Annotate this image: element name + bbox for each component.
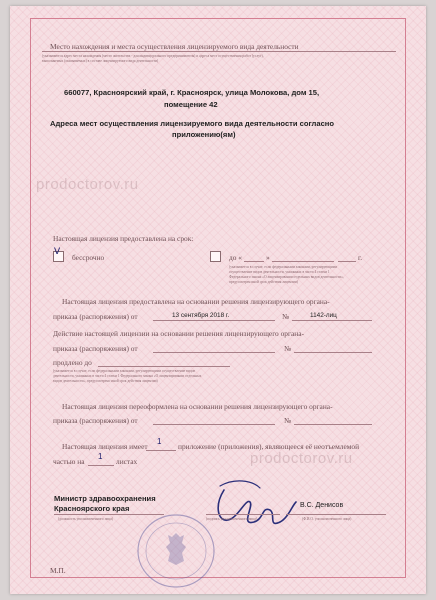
official-stamp xyxy=(132,511,220,591)
extension-number-line xyxy=(294,352,372,353)
extension-date-line xyxy=(153,352,275,353)
grant-line-2: приказа (распоряжения) от xyxy=(53,312,138,321)
grant-date: 13 сентября 2018 г. xyxy=(172,312,230,319)
signatory-position-1: Министр здравоохранения xyxy=(54,494,156,503)
header-note-1: (указываются адрес места нахождения (место жительства - для индивидуального предпринимателя) и адреса мест осуществления работ (услуг), xyxy=(42,54,264,58)
term-label: Настоящая лицензия предоставлена на срок: xyxy=(53,234,194,243)
term-note-4: предусмотрен иной срок действия лицензии) xyxy=(229,280,298,284)
extension-until-line xyxy=(98,366,230,367)
grant-date-line xyxy=(153,320,275,321)
term-day-line xyxy=(244,261,264,262)
extension-line-1: Действие настоящей лицензии на основании решения лицензирующего органа- xyxy=(53,329,305,338)
name-note: (Ф.И.О. уполномоченного лица) xyxy=(302,517,352,521)
grant-line-1: Настоящая лицензия предоставлена на основании решения лицензирующего органа- xyxy=(62,297,330,306)
reissue-line-2: приказа (распоряжения) от xyxy=(53,416,138,425)
appendix-text-4: листах xyxy=(116,457,138,466)
term-note-1: (указывается в случае, если федеральными законами, регулирующими xyxy=(229,265,338,269)
term-note-2: осуществление видов деятельности, указанных в части 4 статьи 1 xyxy=(229,270,330,274)
extension-note-2: деятельности, указанных в части 4 статьи 1 Федерального закона «О лицензировании отдельных xyxy=(53,374,202,378)
appendix-count-line xyxy=(146,450,176,451)
reissue-number-line xyxy=(294,424,372,425)
sites-line-1: Адреса мест осуществления лицензируемого вида деятельности согласно xyxy=(50,119,335,128)
grant-number: 1142-лиц xyxy=(310,312,337,319)
term-indefinite-label: бессрочно xyxy=(72,253,105,262)
appendix-sheets: 1 xyxy=(98,452,103,461)
stamp-placeholder: М.П. xyxy=(50,566,66,575)
term-until-checkbox xyxy=(210,251,221,262)
address-line-1: 660077, Красноярский край, г. Красноярск, улица Молокова, дом 15, xyxy=(64,88,320,97)
appendix-text-1: Настоящая лицензия имеет xyxy=(62,442,148,451)
grant-number-line xyxy=(292,320,372,321)
term-until-label: до « xyxy=(229,253,242,262)
grant-no: № xyxy=(282,312,290,321)
header-title: Место нахождения и места осуществления лицензируемого вида деятельности xyxy=(50,42,299,51)
term-until-mid: » xyxy=(266,253,270,262)
extension-line-3: продлено до xyxy=(53,358,92,367)
term-year-line xyxy=(338,261,356,262)
signature-note: (подпись уполномоченного лица) xyxy=(206,517,258,521)
term-month-line xyxy=(272,261,334,262)
reissue-date-line xyxy=(153,424,275,425)
extension-note-3: видов деятельности», предусмотрено иной срок действия лицензии) xyxy=(53,379,158,383)
reissue-no: № xyxy=(284,416,292,425)
appendix-sheets-line xyxy=(88,465,114,466)
name-line xyxy=(286,514,386,515)
appendix-text-2: приложение (приложения), являющееся её неотъемлемой xyxy=(178,442,360,451)
watermark-2: prodoctorov.ru xyxy=(250,450,353,467)
term-note-3: Федерального закона «О лицензировании отдельных видов деятельности», xyxy=(229,275,344,279)
signature-line xyxy=(206,514,280,515)
signatory-name: В.С. Денисов xyxy=(300,502,344,509)
appendix-count: 1 xyxy=(157,437,162,446)
signatory-position-2: Красноярского края xyxy=(54,504,130,513)
extension-line-2: приказа (распоряжения) от xyxy=(53,344,138,353)
appendix-text-3: частью на xyxy=(53,457,85,466)
license-sheet xyxy=(10,6,426,594)
watermark-1: prodoctorov.ru xyxy=(36,176,139,193)
position-note: (должность уполномоченного лица) xyxy=(58,517,114,521)
extension-note-1: (указывается в случае, если федеральными законами, регулирующими осуществление видов xyxy=(53,369,196,373)
sites-line-2: приложению(ям) xyxy=(172,130,236,139)
reissue-line-1: Настоящая лицензия переоформлена на основании решения лицензирующего органа- xyxy=(62,402,333,411)
handwritten-signature xyxy=(210,476,300,544)
header-note-2: выполняемых (оказываемых) в составе лицензируемого вида деятельности) xyxy=(42,59,159,63)
term-until-year: г. xyxy=(358,253,363,262)
extension-no: № xyxy=(284,344,292,353)
header-line xyxy=(42,51,396,52)
term-check-mark: V xyxy=(54,247,61,257)
address-line-2: помещение 42 xyxy=(164,100,218,109)
